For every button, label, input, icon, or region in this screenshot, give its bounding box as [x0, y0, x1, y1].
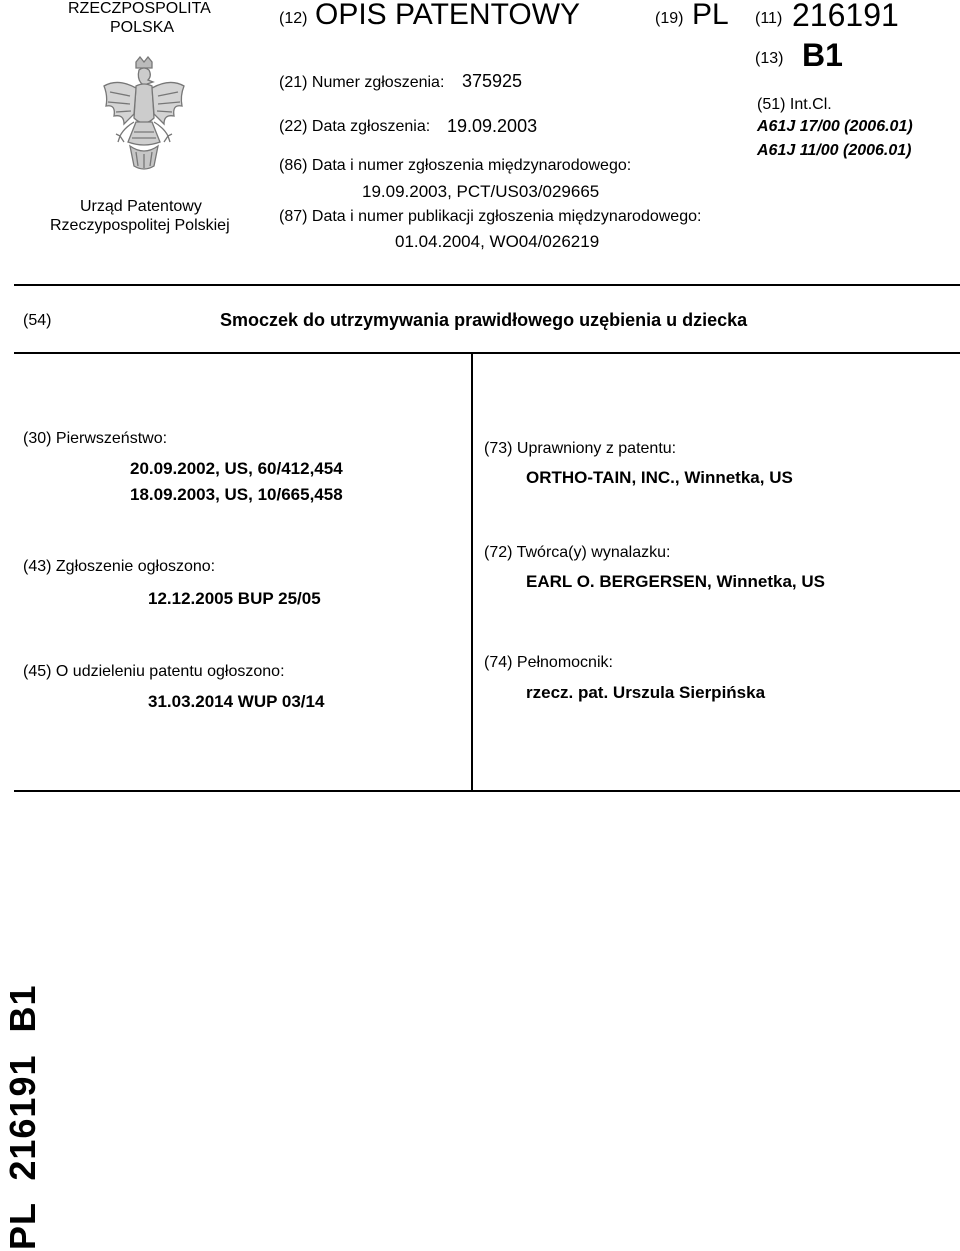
attorney-label: (74) Pełnomocnik: [484, 654, 613, 671]
grant-announced-value: 31.03.2014 WUP 03/14 [148, 692, 325, 711]
country-name-line1: RZECZPOSPOLITA [68, 0, 211, 17]
application-date: 19.09.2003 [447, 116, 538, 136]
grant-announced-label: (45) O udzieleniu patentu ogłoszono: [23, 663, 285, 680]
invention-title: Smoczek do utrzymywania prawidłowego uzębienia u dziecka [220, 310, 748, 330]
column-divider [471, 352, 473, 790]
intl-publication-value: 01.04.2004, WO04/026219 [395, 232, 600, 251]
divider-line [14, 284, 960, 286]
polish-eagle-emblem-icon [98, 56, 190, 174]
kind-code: B1 [802, 37, 843, 73]
intl-application-value: 19.09.2003, PCT/US03/029665 [362, 182, 600, 201]
doc-type-code: (12) [279, 10, 308, 27]
country-code: PL [692, 0, 729, 31]
priority-value: 18.09.2003, US, 10/665,458 [130, 485, 343, 504]
kind-code-label: (13) [755, 50, 784, 67]
owner-value: ORTHO-TAIN, INC., Winnetka, US [526, 468, 793, 487]
attorney-value: rzecz. pat. Urszula Sierpińska [526, 683, 766, 702]
patent-number: 216191 [792, 0, 899, 33]
int-cl-code: A61J 17/00 (2006.01) [757, 118, 913, 135]
title-code: (54) [23, 312, 52, 329]
application-number-label: (21) Numer zgłoszenia: [279, 74, 445, 91]
int-cl-label: (51) Int.Cl. [757, 96, 832, 113]
doc-type-title: OPIS PATENTOWY [315, 0, 581, 31]
publication-announced-value: 12.12.2005 BUP 25/05 [148, 589, 321, 608]
country-code-label: (19) [655, 10, 684, 27]
owner-label: (73) Uprawniony z patentu: [484, 440, 677, 457]
country-name-line2: POLSKA [110, 19, 175, 36]
divider-line [14, 790, 960, 792]
int-cl-code: A61J 11/00 (2006.01) [757, 142, 912, 159]
patent-number-label: (11) [755, 10, 783, 27]
publication-announced-label: (43) Zgłoszenie ogłoszono: [23, 558, 216, 575]
intl-publication-label: (87) Data i numer publikacji zgłoszenia międzynarodowego: [279, 208, 702, 225]
office-name-line2: Rzeczypospolitej Polskiej [50, 217, 230, 234]
application-number: 375925 [462, 71, 523, 91]
priority-value: 20.09.2002, US, 60/412,454 [130, 459, 343, 478]
inventor-label: (72) Twórca(y) wynalazku: [484, 544, 671, 561]
office-name-line1: Urząd Patentowy [80, 198, 202, 215]
side-patent-label: PL 216191 B1 [2, 984, 43, 1250]
intl-application-label: (86) Data i numer zgłoszenia międzynarodowego: [279, 157, 632, 174]
inventor-value: EARL O. BERGERSEN, Winnetka, US [526, 572, 825, 591]
priority-label: (30) Pierwszeństwo: [23, 430, 168, 447]
divider-line [14, 352, 960, 354]
application-date-label: (22) Data zgłoszenia: [279, 118, 431, 135]
